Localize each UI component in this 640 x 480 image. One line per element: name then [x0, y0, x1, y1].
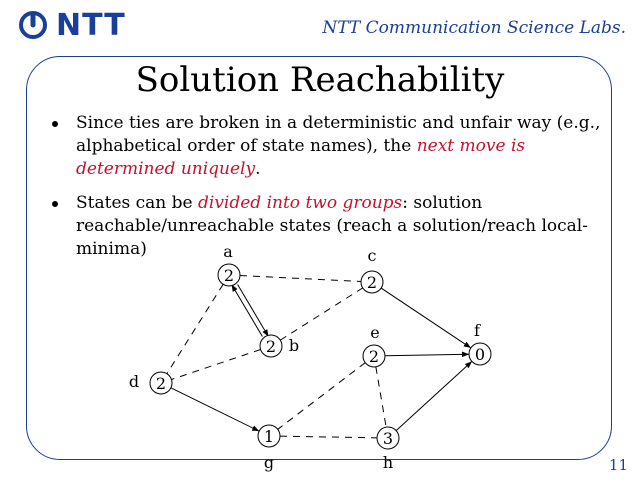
node-value-g: 1: [263, 427, 275, 446]
node-label-e: e: [370, 323, 380, 342]
logo-text: NTT: [56, 7, 126, 43]
node-value-f: 0: [474, 345, 486, 364]
edge-d-g: [171, 388, 259, 431]
page-number: 11: [608, 456, 628, 474]
node-value-c: 2: [366, 273, 378, 292]
edge-b-c: [280, 288, 362, 340]
edge-b-a: [232, 284, 263, 336]
emphasis-text: divided into two groups: [198, 193, 403, 213]
node-label-a: a: [223, 242, 233, 261]
node-label-b: b: [288, 336, 300, 355]
bullet-item: States can be divided into two groups: solution reachable/unreachable states (reach a solution/reach local-minima): [48, 192, 603, 261]
node-label-h: h: [382, 453, 394, 472]
edge-c-f: [381, 288, 471, 348]
node-value-a: 2: [223, 266, 235, 285]
node-value-e: 2: [368, 347, 380, 366]
edge-e-f: [385, 354, 469, 356]
node-label-c: c: [367, 246, 377, 265]
node-label-f: f: [474, 321, 480, 340]
edge-a-c: [240, 276, 361, 282]
edge-e-h: [376, 367, 386, 427]
edge-a-d: [167, 284, 223, 373]
slide-title: Solution Reachability: [135, 60, 505, 100]
edge-h-f: [396, 361, 472, 430]
edge-b-d: [171, 350, 260, 380]
bullet-item: Since ties are broken in a deterministic and unfair way (e.g., alphabetical order of state names), the next move is determined uniquely.: [48, 112, 603, 181]
node-value-h: 3: [382, 429, 394, 448]
organization-name: NTT Communication Science Labs.: [322, 18, 626, 38]
node-label-d: d: [128, 372, 140, 391]
edge-g-h: [280, 436, 377, 438]
node-label-g: g: [263, 453, 275, 472]
edge-a-b: [238, 284, 269, 336]
node-value-b: 2: [265, 337, 277, 356]
emphasis-text: next move is determined uniquely: [76, 136, 526, 179]
node-value-d: 2: [155, 374, 167, 393]
edge-e-g: [278, 363, 366, 430]
